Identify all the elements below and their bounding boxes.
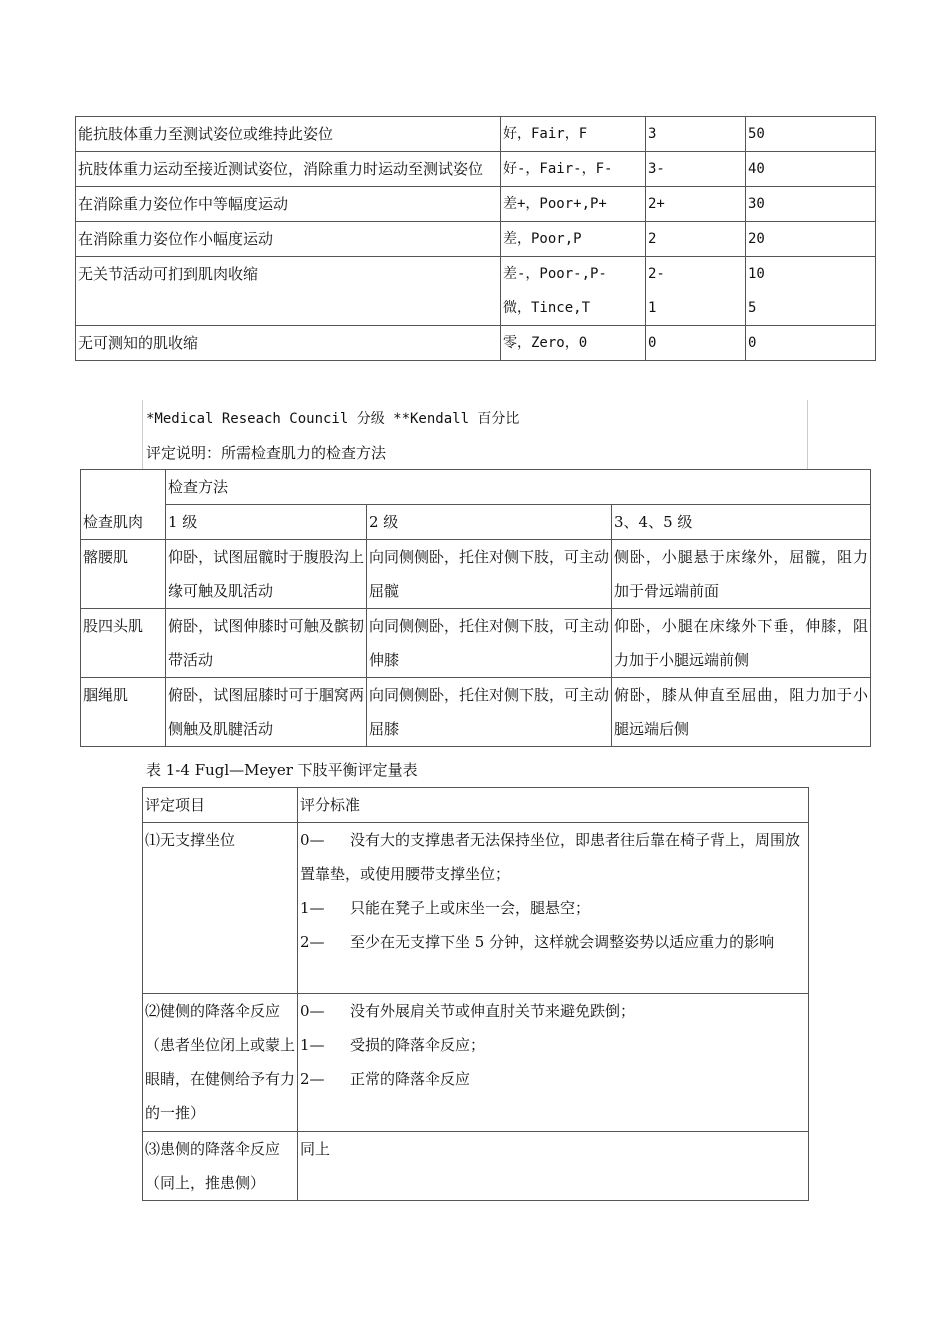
- grade-cell: [501, 257, 646, 326]
- table-row: [76, 257, 876, 326]
- table-row: [81, 540, 871, 609]
- grade-cell: 好，Fair，F: [501, 117, 646, 152]
- grade1-method-cell: 仰卧，试图屈髋时于腹股沟上缘可触及肌活动: [166, 540, 367, 609]
- table-row: [76, 152, 876, 187]
- kendall-percent-cell: 20: [746, 222, 876, 257]
- mrc-grade-cell: 0: [646, 326, 746, 361]
- criteria-text: 受损的降落伞反应；: [350, 1036, 486, 1054]
- criteria-line: [300, 1062, 806, 1096]
- score-code: 0—: [300, 1002, 325, 1020]
- criteria-text: 至少在无支撑下坐 5 分钟，这样就会调整姿势以适应重力的影响: [350, 933, 775, 951]
- table-header-row: [81, 505, 871, 540]
- score-code: 2—: [300, 933, 325, 951]
- grade-line: 差-，Poor-,P-: [503, 266, 607, 282]
- table-row: [76, 326, 876, 361]
- table-header-row: [143, 788, 809, 823]
- grade-cell: 好-，Fair-，F-: [501, 152, 646, 187]
- kendall-line: 10: [748, 266, 765, 282]
- muscle-cell: 股四头肌: [81, 609, 166, 678]
- grade-cell: 差+，Poor+,P+: [501, 187, 646, 222]
- kendall-percent-cell: 40: [746, 152, 876, 187]
- table-row: [81, 678, 871, 747]
- description-cell: 无关节活动可扪到肌肉收缩: [76, 257, 501, 326]
- score-code: 2—: [300, 1070, 325, 1088]
- kendall-line: 5: [748, 300, 757, 316]
- grade-line: 微，Tince,T: [503, 300, 591, 316]
- mrc-grade-cell: [646, 257, 746, 326]
- criteria-text: 只能在凳子上或床坐一会，腿悬空；: [350, 899, 591, 917]
- item-cell: ⑶患侧的降落伞反应（同上，推患侧）: [143, 1132, 298, 1201]
- grade1-method-cell: 俯卧，试图伸膝时可触及髌韧带活动: [166, 609, 367, 678]
- item-cell: ⑴无支撑坐位: [143, 823, 298, 994]
- muscle-header: 检查肌肉: [81, 470, 166, 540]
- grade-cell: 差，Poor,P: [501, 222, 646, 257]
- description-cell: 抗肢体重力运动至接近测试姿位，消除重力时运动至测试姿位: [76, 152, 501, 187]
- grade345-method-cell: 俯卧，膝从伸直至屈曲，阻力加于小腿远端后侧: [612, 678, 871, 747]
- score-code: 1—: [300, 1036, 325, 1054]
- muscle-cell: 腘绳肌: [81, 678, 166, 747]
- table-header-row: [81, 470, 871, 505]
- kendall-percent-cell: 50: [746, 117, 876, 152]
- table-row: [143, 1132, 809, 1201]
- criteria-text: 没有外展肩关节或伸直肘关节来避免跌倒；: [350, 1002, 636, 1020]
- criteria-line: [300, 891, 806, 925]
- muscle-test-method-table: [80, 469, 871, 747]
- grade345-method-cell: 侧卧，小腿悬于床缘外，屈髋，阻力加于骨远端前面: [612, 540, 871, 609]
- grade2-method-cell: 向同侧侧卧，托住对侧下肢，可主动屈膝: [367, 678, 612, 747]
- grade1-method-cell: 俯卧，试图屈膝时可于腘窝两侧触及肌腱活动: [166, 678, 367, 747]
- criteria-cell: [298, 823, 809, 994]
- grade-header: 3、4、5 级: [612, 505, 871, 540]
- mrc-grading-table: [75, 116, 876, 361]
- criteria-cell: [298, 994, 809, 1132]
- kendall-percent-cell: 0: [746, 326, 876, 361]
- table-row: [143, 823, 809, 994]
- item-header: 评定项目: [143, 788, 298, 823]
- criteria-line: [300, 925, 806, 959]
- grade2-method-cell: 向同侧侧卧，托住对侧下肢，可主动伸膝: [367, 609, 612, 678]
- kendall-percent-cell: 30: [746, 187, 876, 222]
- divider: [142, 400, 143, 470]
- mrc-grade-cell: 3: [646, 117, 746, 152]
- criteria-text: 正常的降落伞反应: [350, 1070, 471, 1088]
- mrc-grade-line: 2-: [648, 266, 665, 282]
- description-cell: 在消除重力姿位作小幅度运动: [76, 222, 501, 257]
- description-cell: 在消除重力姿位作中等幅度运动: [76, 187, 501, 222]
- table-row: [76, 187, 876, 222]
- footnote: *Medical Reseach Council 分级 **Kendall 百分比: [146, 411, 520, 427]
- score-code: 1—: [300, 899, 325, 917]
- muscle-cell: 髂腰肌: [81, 540, 166, 609]
- criteria-line: [300, 1028, 806, 1062]
- table-row: [143, 994, 809, 1132]
- mrc-grade-cell: 2: [646, 222, 746, 257]
- grade345-method-cell: 仰卧，小腿在床缘外下垂，伸膝，阻力加于小腿远端前侧: [612, 609, 871, 678]
- table-row: [76, 117, 876, 152]
- description-cell: 无可测知的肌收缩: [76, 326, 501, 361]
- fugl-meyer-caption: [146, 759, 418, 780]
- score-code: 0—: [300, 831, 325, 849]
- divider: [807, 400, 808, 470]
- mrc-grade-cell: 2+: [646, 187, 746, 222]
- description-cell: 能抗肢体重力至测试姿位或维持此姿位: [76, 117, 501, 152]
- mrc-grade-line: 1: [648, 300, 657, 316]
- criteria-header: 评分标准: [298, 788, 809, 823]
- table-row: [76, 222, 876, 257]
- item-cell: ⑵健侧的降落伞反应（患者坐位闭上或蒙上眼睛，在健侧给予有力的一推）: [143, 994, 298, 1132]
- criteria-cell: 同上: [298, 1132, 809, 1201]
- table-row: [81, 609, 871, 678]
- caption-text: 表 1-4 Fugl—Meyer 下肢平衡评定量表: [146, 761, 418, 779]
- mrc-grade-cell: 3-: [646, 152, 746, 187]
- grade-cell: 零，Zero，0: [501, 326, 646, 361]
- fugl-meyer-table: [142, 787, 809, 1201]
- method-header: 检查方法: [166, 470, 871, 505]
- criteria-line: [300, 823, 806, 891]
- kendall-percent-cell: [746, 257, 876, 326]
- method-caption: 评定说明：所需检查肌力的检查方法: [146, 444, 387, 462]
- criteria-line: [300, 994, 806, 1028]
- grade-header: 1 级: [166, 505, 367, 540]
- grade2-method-cell: 向同侧侧卧，托住对侧下肢，可主动屈髋: [367, 540, 612, 609]
- criteria-text: 没有大的支撑患者无法保持坐位，即患者往后靠在椅子背上，周围放置靠垫，或使用腰带支撑坐位；: [300, 831, 801, 883]
- grade-header: 2 级: [367, 505, 612, 540]
